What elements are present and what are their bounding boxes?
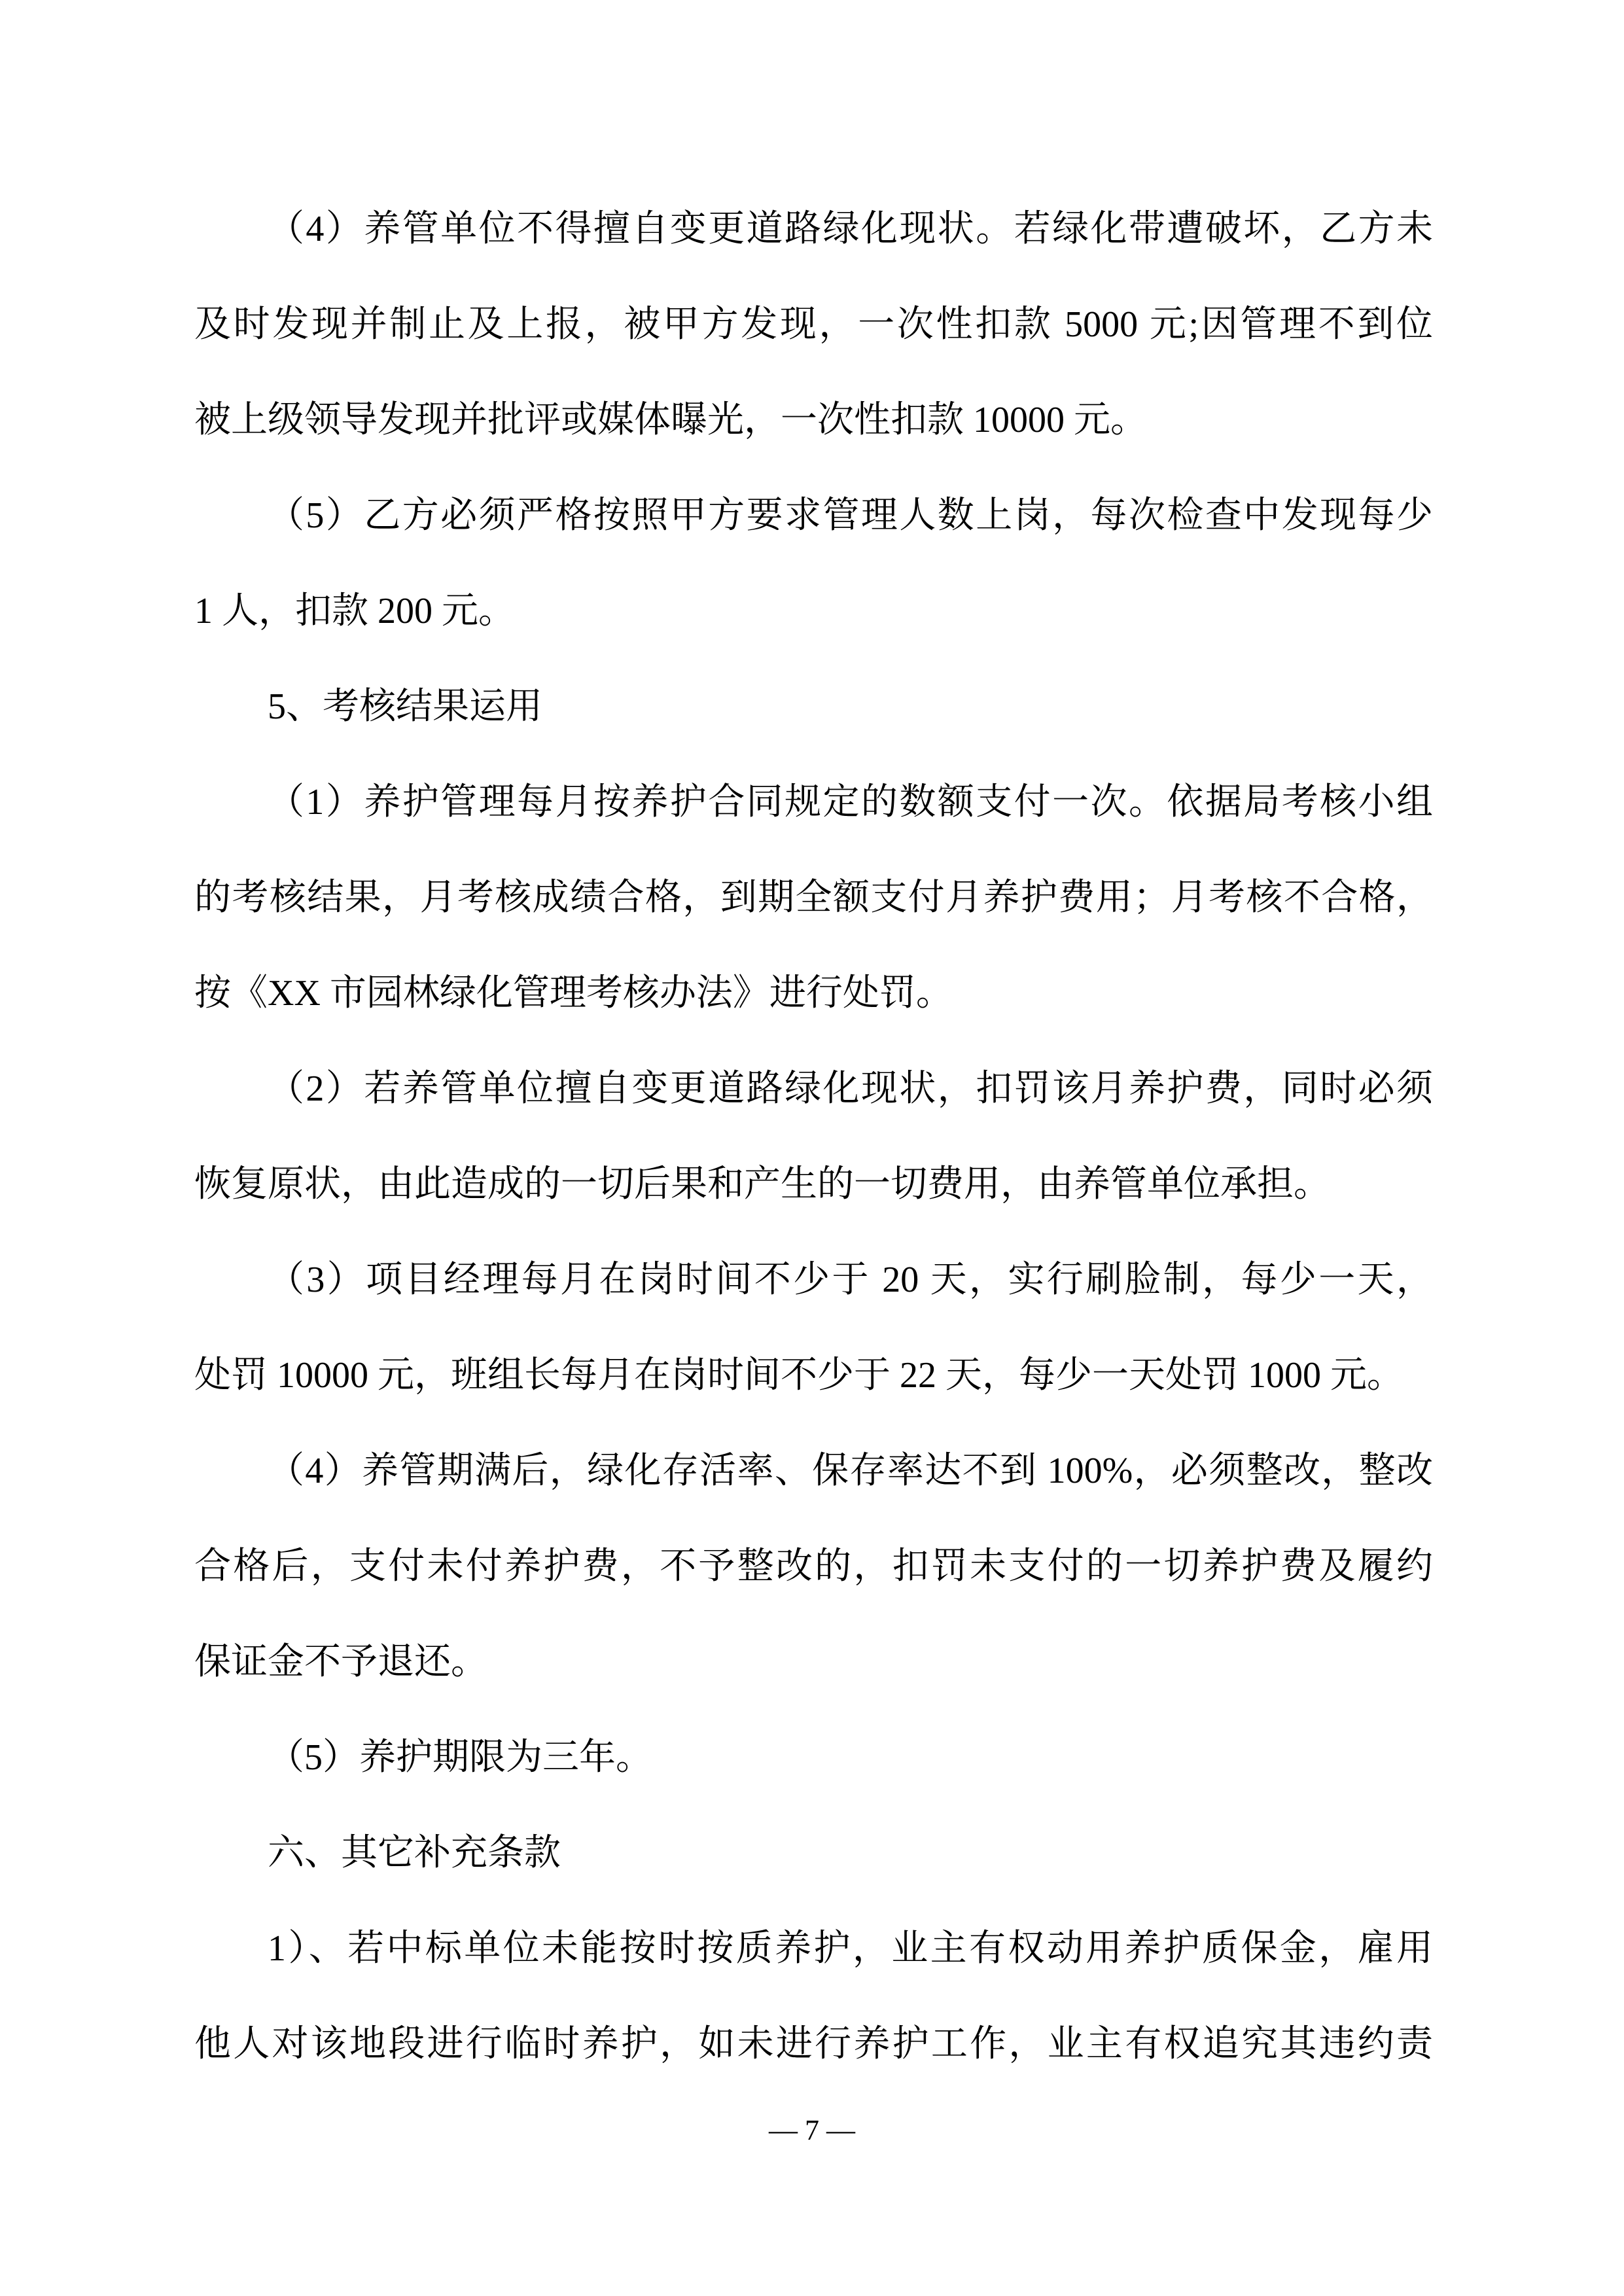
paragraph: [194, 1901, 1433, 2092]
document-line: 保证金不予退还。: [194, 1642, 487, 1682]
document-line: （5）养护期限为三年。: [268, 1737, 652, 1778]
document-line: 1）、若中标单位未能按时按质养护，业主有权动用养护质保金，雇用: [268, 1928, 1433, 1969]
document-line: （4）养管单位不得擅自变更道路绿化现状。若绿化带遭破坏，乙方未: [268, 209, 1433, 249]
document-line: 恢复原状，由此造成的一切后果和产生的一切费用，由养管单位承担。: [194, 1164, 1330, 1205]
paragraph: [194, 754, 1433, 1041]
document-line: 的考核结果，月考核成绩合格，到期全额支付月养护费用；月考核不合格，: [194, 877, 1433, 918]
document-line: 六、其它补充条款: [268, 1833, 561, 1873]
document-line: 及时发现并制止及上报，被甲方发现，一次性扣款 5000 元;因管理不到位: [194, 304, 1433, 345]
document-line: （1）养护管理每月按养护合同规定的数额支付一次。依据局考核小组: [268, 782, 1433, 822]
document-line: （2）若养管单位擅自变更道路绿化现状，扣罚该月养护费，同时必须: [268, 1069, 1433, 1109]
document-line: 合格后，支付未付养护费，不予整改的，扣罚未支付的一切养护费及履约: [194, 1546, 1433, 1587]
document-line: 处罚 10000 元，班组长每月在岗时间不少于 22 天，每少一天处罚 1000 元。: [194, 1355, 1403, 1396]
document-line: （5）乙方必须严格按照甲方要求管理人数上岗，每次检查中发现每少: [268, 495, 1433, 536]
page-number: — 7 —: [769, 2114, 855, 2146]
paragraph: [194, 181, 1433, 468]
document-line: （4）养管期满后，绿化存活率、保存率达不到 100%，必须整改，整改: [268, 1451, 1433, 1491]
document-line: 被上级领导发现并批评或媒体曝光，一次性扣款 10000 元。: [194, 400, 1147, 440]
paragraph: [194, 1805, 1433, 1901]
paragraph: [194, 1232, 1433, 1423]
text-block: [194, 181, 1433, 2092]
paragraph: [194, 1423, 1433, 1710]
document-line: 5、考核结果运用: [268, 686, 542, 727]
paragraph: [194, 468, 1433, 659]
document-line: 1 人，扣款 200 元。: [194, 591, 515, 631]
document-line: （3）项目经理每月在岗时间不少于 20 天，实行刷脸制，每少一天，: [268, 1260, 1433, 1300]
paragraph: [194, 1041, 1433, 1232]
document-line: 他人对该地段进行临时养护，如未进行养护工作，业主有权追究其违约责: [194, 2024, 1433, 2064]
document-line: 按《XX 市园林绿化管理考核办法》进行处罚。: [194, 973, 953, 1014]
paragraph: [194, 1710, 1433, 1805]
paragraph: [194, 659, 1433, 754]
